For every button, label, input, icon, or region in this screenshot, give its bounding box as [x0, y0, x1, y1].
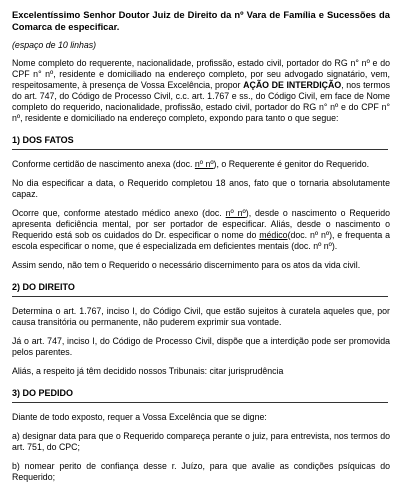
- direito-paragraph-3: Aliás, a respeito já têm decidido nossos Tribunais: citar jurisprudência: [12, 366, 284, 376]
- intro-paragraph: [12, 58, 390, 124]
- fatos-paragraph-3: [12, 208, 390, 252]
- space-note: (espaço de 10 linhas): [12, 40, 97, 50]
- fatos-p1-text-a: Conforme certidão de nascimento anexa (doc.: [12, 159, 195, 169]
- fatos-paragraph-2: No dia especificar a data, o Requerido completou 18 anos, fato que o tornaria absolutamente capaz.: [12, 178, 390, 199]
- intro-text-part2: , nos termos do art. 747, do Código de Processo Civil, c.c. art. 1.767 e ss., do Código Civil, em face de Nome completo do requerido, nacionalidade, profissão, estado civil, portador do RG n° nº e do CPF n° nº, residente e domiciliado na endereço completo, expondo para tanto o que segue:: [12, 80, 390, 123]
- section-title-direito: 2) DO DIREITO: [12, 282, 75, 292]
- fatos-p1-text-b: ), o Requerente é genitor do Requerido.: [213, 159, 370, 169]
- fatos-paragraph-4: Assim sendo, não tem o Requerido o necessário discernimento para os atos da vida civil.: [12, 260, 361, 270]
- intro-text-part1: Nome completo do requerente, nacionalidade, profissão, estado civil, portador do RG n° nº e do CPF n° nº, residente e domiciliado na endereço completo, por seu advogado signatário, vem, respeitosamente, à presença de Vossa Excelência, propor: [12, 58, 390, 90]
- pedido-paragraph-1: Diante de todo exposto, requer a Vossa Excelência que se digne:: [12, 412, 267, 422]
- direito-paragraph-2: Já o art. 747, inciso I, do Código de Processo Civil, dispõe que a interdição pode ser promovida pelos parentes.: [12, 336, 390, 357]
- section-divider: [12, 149, 388, 150]
- medico-word: médico: [259, 230, 288, 240]
- action-title: AÇÃO DE INTERDIÇÃO: [243, 80, 342, 90]
- section-title-fatos: 1) DOS FATOS: [12, 135, 74, 145]
- doc-reference: nº nº: [194, 159, 214, 169]
- direito-paragraph-1: Determina o art. 1.767, inciso I, do Código Civil, que estão sujeitos à curatela aqueles que, por causa transitória ou permanente, não puderem exprimir sua vontade.: [12, 306, 390, 327]
- document-heading: Excelentíssimo Senhor Doutor Juiz de Direito da nº Vara de Família e Sucessões da Comarca de especificar.: [12, 9, 390, 32]
- pedido-item-b: b) nomear perito de confiança desse r. Juízo, para que avalie as condições psíquicas do Requerido;: [12, 461, 390, 482]
- fatos-paragraph-1: [12, 159, 390, 170]
- section-divider: [12, 402, 388, 403]
- pedido-item-a: a) designar data para que o Requerido compareça perante o juiz, para entrevista, nos termos do art. 751, do CPC;: [12, 431, 390, 452]
- section-divider: [12, 296, 388, 297]
- fatos-p3-text-a: Ocorre que, conforme atestado médico anexo (doc.: [12, 208, 226, 218]
- doc-reference: nº nº: [225, 208, 246, 218]
- fatos-p3-text-c: (doc. nº nº), e frequenta a escola especificar o nome, que é especializada em deficientes mentais (doc. nº nº).: [12, 230, 390, 251]
- fatos-p3-text-b: ), desde o nascimento o Requerido apresenta deficiência mental, por ser portador de especificar. Aliás, desde o nascimento o Requerido está sob os cuidados do Dr. especificar o nome do: [12, 208, 390, 240]
- section-title-pedido: 3) DO PEDIDO: [12, 388, 74, 398]
